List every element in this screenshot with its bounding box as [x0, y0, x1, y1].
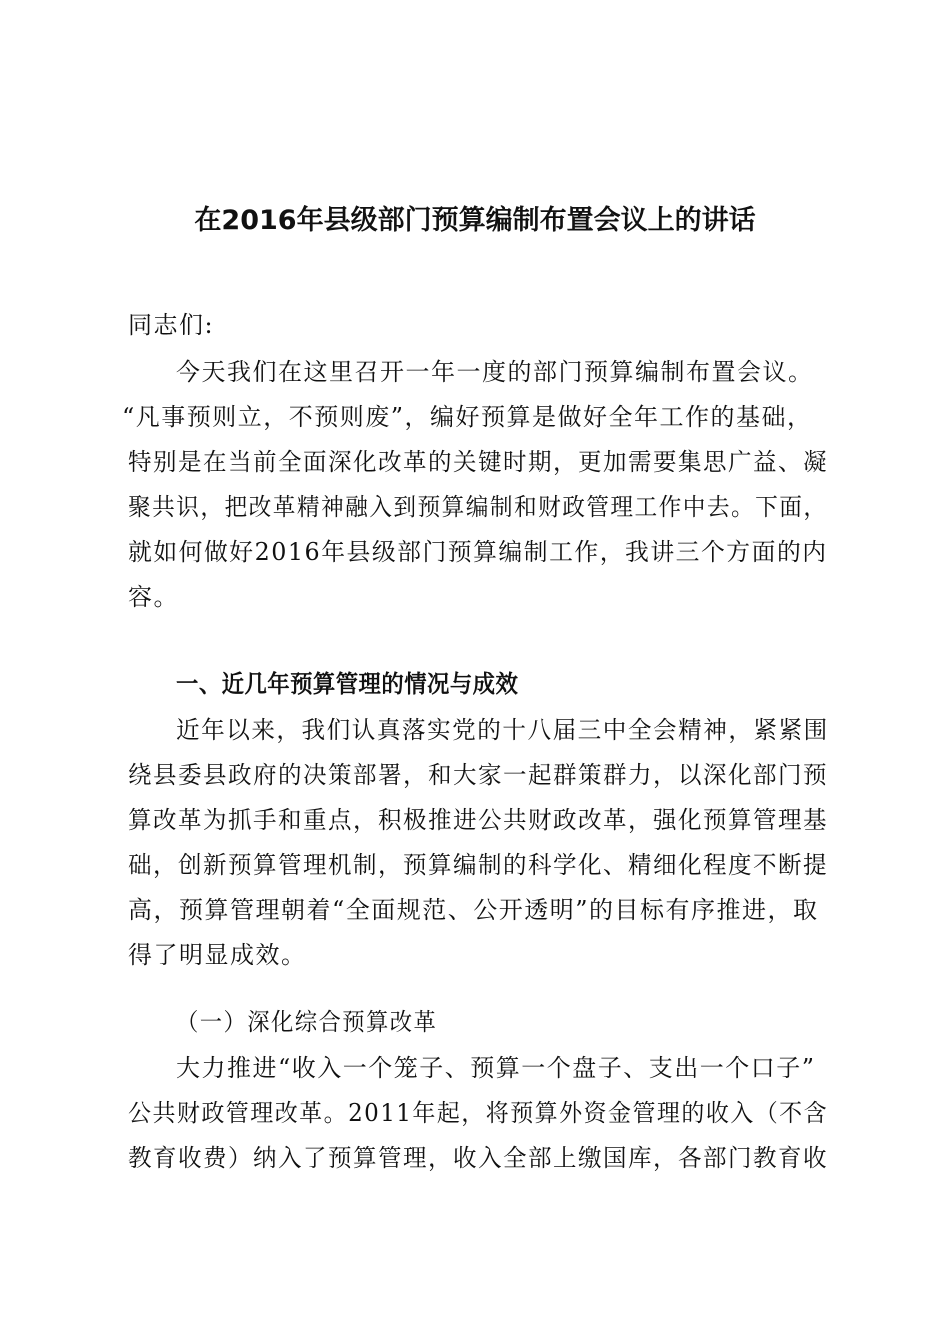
text-line: 公共财政管理改革。2011年起，将预算外资金管理的收入（不含	[128, 1099, 829, 1127]
text-line: 础，创新预算管理机制，预算编制的科学化、精细化程度不断提	[128, 851, 828, 879]
document-title: 在2016年县级部门预算编制布置会议上的讲话	[194, 205, 756, 236]
body-paragraph-section-1	[128, 708, 828, 978]
text-line: 大力推进“收入一个笼子、预算一个盘子、支出一个口子”	[176, 1054, 816, 1082]
text-line: 聚共识，把改革精神融入到预算编制和财政管理工作中去。下面，	[128, 493, 828, 521]
text-line: 容。	[128, 583, 179, 611]
text-line: 今天我们在这里召开一年一度的部门预算编制布置会议。	[176, 358, 814, 386]
body-paragraph-subsection-1	[128, 1046, 828, 1181]
salutation	[128, 303, 828, 348]
subsection-heading-1	[176, 1000, 876, 1045]
text-line: “凡事预则立，不预则废”，编好预算是做好全年工作的基础，	[122, 403, 813, 431]
salutation-text: 同志们:	[128, 311, 215, 339]
text-line: 特别是在当前全面深化改革的关键时期，更加需要集思广益、凝	[128, 448, 828, 476]
text-line: 就如何做好2016年县级部门预算编制工作，我讲三个方面的内	[128, 538, 828, 566]
text-line: 高，预算管理朝着“全面规范、公开透明”的目标有序推进，取	[128, 896, 819, 924]
body-paragraph-intro	[122, 350, 828, 620]
subsection-heading-text: （一）深化综合预算改革	[176, 1008, 438, 1036]
text-line: 教育收费）纳入了预算管理，收入全部上缴国库，各部门教育收	[128, 1144, 828, 1172]
text-line: 得了明显成效。	[128, 941, 307, 969]
text-line: 近年以来，我们认真落实党的十八届三中全会精神，紧紧围	[176, 716, 829, 744]
text-line: 算改革为抓手和重点，积极推进公共财政改革，强化预算管理基	[128, 806, 828, 834]
text-line: 绕县委县政府的决策部署，和大家一起群策群力，以深化部门预	[128, 761, 828, 789]
section-heading-text: 一、近几年预算管理的情况与成效	[176, 670, 519, 698]
section-heading-1	[176, 662, 876, 707]
